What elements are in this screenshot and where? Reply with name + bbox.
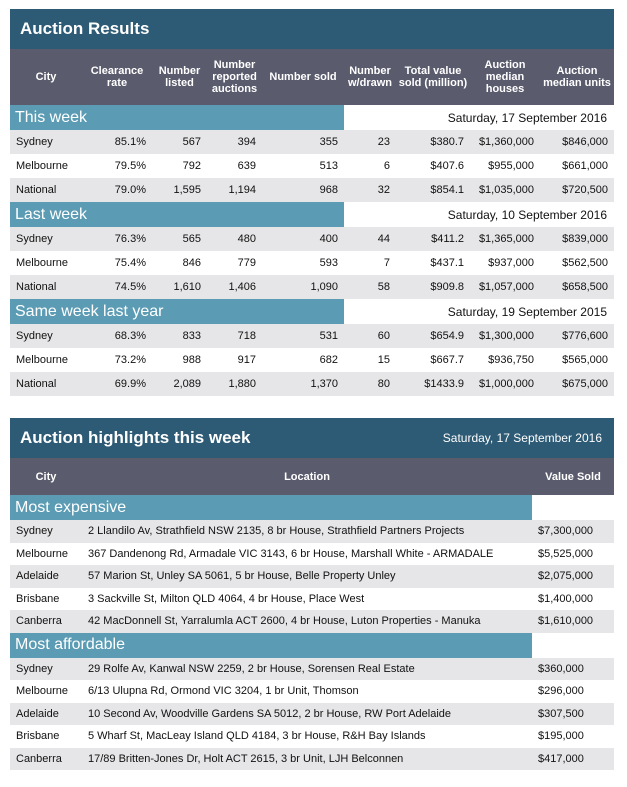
cell-number-listed: 988 — [152, 348, 207, 372]
table-row — [10, 725, 614, 748]
table-row — [10, 251, 614, 275]
section-date: Saturday, 19 September 2015 — [344, 299, 614, 324]
cell-reported-auctions: 917 — [207, 348, 262, 372]
cell-median-houses: $1,035,000 — [470, 178, 540, 202]
cell-value-sold: $7,300,000 — [532, 520, 614, 543]
cell-clearance-rate: 75.4% — [82, 251, 152, 275]
cell-location: 5 Wharf St, MacLeay Island QLD 4184, 3 br House, R&H Bay Islands — [82, 725, 532, 748]
cell-reported-auctions: 1,406 — [207, 275, 262, 299]
cell-total-value: $407.6 — [396, 154, 470, 178]
cell-value-sold: $1,400,000 — [532, 588, 614, 611]
section-row — [10, 105, 614, 130]
cell-city: Sydney — [10, 130, 82, 154]
table-row — [10, 154, 614, 178]
table-row — [10, 543, 614, 566]
cell-reported-auctions: 718 — [207, 324, 262, 348]
cell-reported-auctions: 394 — [207, 130, 262, 154]
cell-city: Melbourne — [10, 348, 82, 372]
table-row — [10, 227, 614, 251]
cell-clearance-rate: 69.9% — [82, 372, 152, 396]
cell-value-sold: $417,000 — [532, 748, 614, 771]
table-row — [10, 324, 614, 348]
section-label: Most affordable — [10, 633, 532, 658]
cell-reported-auctions: 779 — [207, 251, 262, 275]
section-row — [10, 495, 614, 520]
cell-median-units: $839,000 — [540, 227, 614, 251]
cell-value-sold: $5,525,000 — [532, 543, 614, 566]
cell-median-units: $562,500 — [540, 251, 614, 275]
cell-city: Canberra — [10, 748, 82, 771]
col-header-number-sold: Number sold — [262, 49, 344, 105]
cell-withdrawn: 58 — [344, 275, 396, 299]
table-row — [10, 680, 614, 703]
cell-location: 3 Sackville St, Milton QLD 4064, 4 br House, Place West — [82, 588, 532, 611]
cell-location: 29 Rolfe Av, Kanwal NSW 2259, 2 br House, Sorensen Real Estate — [82, 658, 532, 681]
table-row — [10, 178, 614, 202]
cell-total-value: $411.2 — [396, 227, 470, 251]
table-row — [10, 520, 614, 543]
cell-location: 57 Marion St, Unley SA 5061, 5 br House, Belle Property Unley — [82, 565, 532, 588]
cell-city: Sydney — [10, 520, 82, 543]
cell-withdrawn: 6 — [344, 154, 396, 178]
col-header-city: City — [10, 458, 82, 495]
auction-results-panel — [10, 9, 614, 396]
cell-clearance-rate: 85.1% — [82, 130, 152, 154]
cell-median-houses: $1,057,000 — [470, 275, 540, 299]
cell-withdrawn: 32 — [344, 178, 396, 202]
cell-total-value: $854.1 — [396, 178, 470, 202]
table-row — [10, 275, 614, 299]
section-label: Same week last year — [10, 299, 344, 324]
cell-median-houses: $1,000,000 — [470, 372, 540, 396]
cell-reported-auctions: 1,880 — [207, 372, 262, 396]
cell-median-units: $776,600 — [540, 324, 614, 348]
cell-number-sold: 1,370 — [262, 372, 344, 396]
auction-highlights-title-bar — [10, 418, 614, 458]
cell-clearance-rate: 73.2% — [82, 348, 152, 372]
cell-clearance-rate: 79.5% — [82, 154, 152, 178]
col-header-location: Location — [82, 458, 532, 495]
cell-reported-auctions: 639 — [207, 154, 262, 178]
cell-median-units: $661,000 — [540, 154, 614, 178]
cell-value-sold: $296,000 — [532, 680, 614, 703]
cell-number-listed: 2,089 — [152, 372, 207, 396]
table-row — [10, 565, 614, 588]
table-row — [10, 610, 614, 633]
section-label: This week — [10, 105, 344, 130]
cell-city: Adelaide — [10, 703, 82, 726]
cell-clearance-rate: 76.3% — [82, 227, 152, 251]
cell-number-sold: 531 — [262, 324, 344, 348]
section-spacer — [532, 633, 614, 658]
cell-withdrawn: 23 — [344, 130, 396, 154]
section-row — [10, 633, 614, 658]
table-row — [10, 372, 614, 396]
cell-location: 6/13 Ulupna Rd, Ormond VIC 3204, 1 br Unit, Thomson — [82, 680, 532, 703]
auction-highlights-date: Saturday, 17 September 2016 — [442, 431, 602, 445]
cell-value-sold: $2,075,000 — [532, 565, 614, 588]
section-row — [10, 202, 614, 227]
cell-number-listed: 565 — [152, 227, 207, 251]
cell-city: National — [10, 275, 82, 299]
col-header-total-value: Total value sold (million) — [396, 49, 470, 105]
section-spacer — [532, 495, 614, 520]
section-date: Saturday, 10 September 2016 — [344, 202, 614, 227]
cell-number-sold: 968 — [262, 178, 344, 202]
cell-location: 42 MacDonnell St, Yarralumla ACT 2600, 4 br House, Luton Properties - Manuka — [82, 610, 532, 633]
section-date: Saturday, 17 September 2016 — [344, 105, 614, 130]
cell-number-sold: 682 — [262, 348, 344, 372]
cell-number-listed: 792 — [152, 154, 207, 178]
section-row — [10, 299, 614, 324]
cell-median-houses: $1,360,000 — [470, 130, 540, 154]
cell-value-sold: $360,000 — [532, 658, 614, 681]
cell-city: National — [10, 372, 82, 396]
cell-clearance-rate: 74.5% — [82, 275, 152, 299]
section-label: Last week — [10, 202, 344, 227]
cell-median-units: $565,000 — [540, 348, 614, 372]
cell-city: Melbourne — [10, 251, 82, 275]
cell-location: 17/89 Britten-Jones Dr, Holt ACT 2615, 3 br Unit, LJH Belconnen — [82, 748, 532, 771]
cell-median-houses: $955,000 — [470, 154, 540, 178]
auction-highlights-title: Auction highlights this week — [20, 428, 251, 447]
cell-city: Melbourne — [10, 543, 82, 566]
cell-median-units: $720,500 — [540, 178, 614, 202]
cell-total-value: $654.9 — [396, 324, 470, 348]
cell-city: Melbourne — [10, 680, 82, 703]
cell-withdrawn: 60 — [344, 324, 396, 348]
table-row — [10, 130, 614, 154]
cell-city: Adelaide — [10, 565, 82, 588]
col-header-value-sold: Value Sold — [532, 458, 614, 495]
cell-median-units: $658,500 — [540, 275, 614, 299]
table-row — [10, 658, 614, 681]
cell-median-houses: $1,300,000 — [470, 324, 540, 348]
cell-total-value: $667.7 — [396, 348, 470, 372]
cell-number-listed: 1,595 — [152, 178, 207, 202]
cell-median-houses: $937,000 — [470, 251, 540, 275]
cell-number-sold: 513 — [262, 154, 344, 178]
table-row — [10, 348, 614, 372]
cell-city: Brisbane — [10, 588, 82, 611]
auction-highlights-panel — [10, 418, 614, 770]
cell-reported-auctions: 480 — [207, 227, 262, 251]
cell-withdrawn: 15 — [344, 348, 396, 372]
cell-reported-auctions: 1,194 — [207, 178, 262, 202]
cell-number-sold: 1,090 — [262, 275, 344, 299]
col-header-clearance-rate: Clearance rate — [82, 49, 152, 105]
cell-number-sold: 400 — [262, 227, 344, 251]
cell-value-sold: $195,000 — [532, 725, 614, 748]
cell-total-value: $1433.9 — [396, 372, 470, 396]
cell-city: Melbourne — [10, 154, 82, 178]
cell-value-sold: $307,500 — [532, 703, 614, 726]
cell-city: Sydney — [10, 658, 82, 681]
col-header-number-listed: Number listed — [152, 49, 207, 105]
col-header-median-units: Auction median units — [540, 49, 614, 105]
auction-results-table — [10, 49, 614, 396]
table-row — [10, 703, 614, 726]
cell-clearance-rate: 68.3% — [82, 324, 152, 348]
col-header-city: City — [10, 49, 82, 105]
cell-withdrawn: 80 — [344, 372, 396, 396]
cell-total-value: $909.8 — [396, 275, 470, 299]
cell-number-listed: 833 — [152, 324, 207, 348]
cell-number-sold: 593 — [262, 251, 344, 275]
cell-location: 367 Dandenong Rd, Armadale VIC 3143, 6 br House, Marshall White - ARMADALE — [82, 543, 532, 566]
cell-clearance-rate: 79.0% — [82, 178, 152, 202]
cell-city: Brisbane — [10, 725, 82, 748]
section-label: Most expensive — [10, 495, 532, 520]
cell-median-units: $675,000 — [540, 372, 614, 396]
cell-median-houses: $1,365,000 — [470, 227, 540, 251]
cell-value-sold: $1,610,000 — [532, 610, 614, 633]
cell-withdrawn: 7 — [344, 251, 396, 275]
table-row — [10, 748, 614, 771]
auction-results-title: Auction Results — [20, 19, 150, 38]
cell-median-units: $846,000 — [540, 130, 614, 154]
cell-location: 2 Llandilo Av, Strathfield NSW 2135, 8 br House, Strathfield Partners Projects — [82, 520, 532, 543]
col-header-median-houses: Auction median houses — [470, 49, 540, 105]
cell-total-value: $380.7 — [396, 130, 470, 154]
col-header-reported-auctions: Number reported auctions — [207, 49, 262, 105]
auction-highlights-table — [10, 458, 614, 770]
cell-location: 10 Second Av, Woodville Gardens SA 5012, 2 br House, RW Port Adelaide — [82, 703, 532, 726]
cell-city: National — [10, 178, 82, 202]
cell-total-value: $437.1 — [396, 251, 470, 275]
col-header-withdrawn: Number w/drawn — [344, 49, 396, 105]
cell-withdrawn: 44 — [344, 227, 396, 251]
cell-city: Canberra — [10, 610, 82, 633]
cell-number-listed: 1,610 — [152, 275, 207, 299]
cell-median-houses: $936,750 — [470, 348, 540, 372]
auction-results-title-bar — [10, 9, 614, 49]
results-header-row — [10, 49, 614, 105]
cell-city: Sydney — [10, 324, 82, 348]
cell-city: Sydney — [10, 227, 82, 251]
cell-number-listed: 846 — [152, 251, 207, 275]
cell-number-sold: 355 — [262, 130, 344, 154]
cell-number-listed: 567 — [152, 130, 207, 154]
table-row — [10, 588, 614, 611]
highlights-header-row — [10, 458, 614, 495]
